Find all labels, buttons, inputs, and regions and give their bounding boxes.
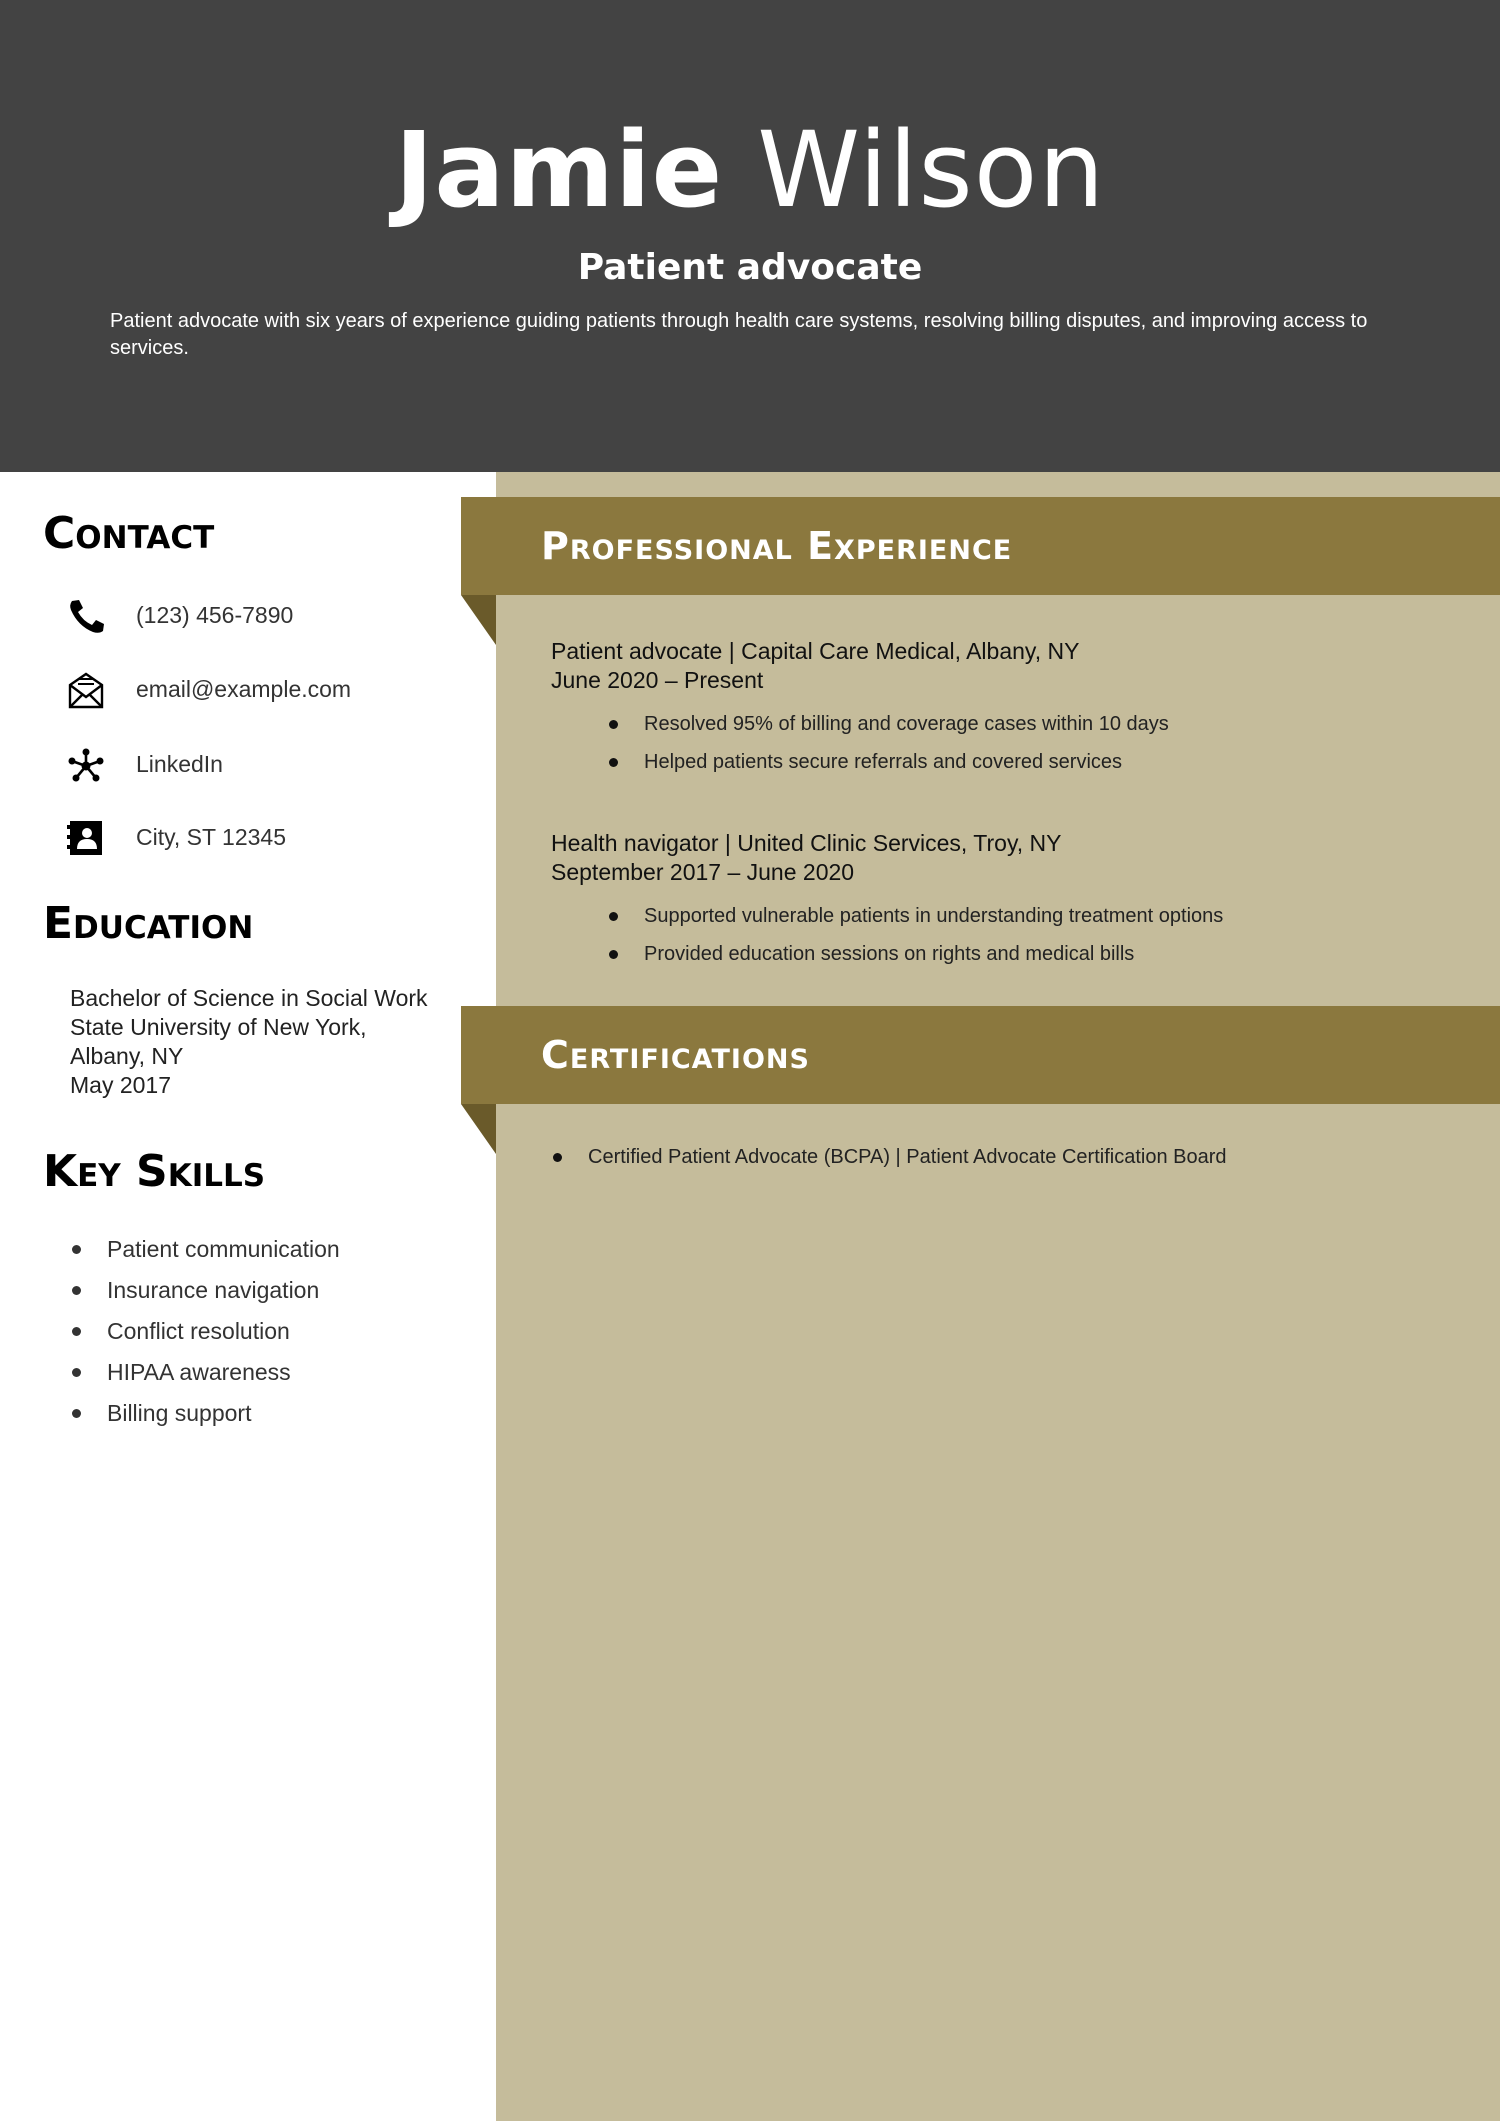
resume-header [0,0,1500,472]
phone-text: (123) 456-7890 [136,602,294,628]
experience-band-fold [461,595,496,645]
skill-item: Conflict resolution [70,1311,470,1352]
job-bullet: Provided education sessions on rights and medical bills [644,935,1451,973]
job-entry-2 [551,829,1451,973]
education-date: May 2017 [70,1072,172,1098]
certification-item: Certified Patient Advocate (BCPA) | Patient Advocate Certification Board [551,1138,1451,1176]
skills-list [70,1229,470,1434]
candidate-name [0,105,1500,235]
job-title-line: Patient advocate | Capital Care Medical, Albany, NY [551,638,1080,664]
experience-heading: Professional Experience [541,524,1013,568]
job-bullet: Supported vulnerable patients in understanding treatment options [644,897,1451,935]
first-name: Jamie [394,109,724,231]
job-title-line: Health navigator | United Clinic Services, Troy, NY [551,830,1062,856]
experience-band [461,497,1500,595]
envelope-icon [66,671,106,709]
education-heading: Education [43,898,254,949]
phone-icon [66,597,106,635]
education-school: State University of New York, [70,1014,367,1040]
contact-address [66,815,466,859]
contact-email [66,667,466,711]
contact-card-icon [66,819,106,857]
education-degree: Bachelor of Science in Social Work [70,985,428,1011]
address-text: City, ST 12345 [136,824,287,850]
skill-item: HIPAA awareness [70,1352,470,1393]
job-bullet: Resolved 95% of billing and coverage cases within 10 days [644,705,1451,743]
skills-heading: Key Skills [43,1146,266,1197]
education-block [70,984,480,1100]
job-dates: June 2020 – Present [551,667,764,693]
skill-item: Insurance navigation [70,1270,470,1311]
job-entry-1 [551,637,1451,781]
linkedin-text: LinkedIn [136,751,223,777]
job-bullets [551,705,1451,781]
job-dates: September 2017 – June 2020 [551,859,855,885]
education-location: Albany, NY [70,1043,184,1069]
network-icon [66,746,106,784]
certifications-heading: Certifications [541,1033,810,1077]
email-text: email@example.com [136,676,352,702]
job-bullet: Helped patients secure referrals and covered services [644,743,1451,781]
job-bullets [551,897,1451,973]
contact-phone [66,593,466,637]
certifications-band-fold [461,1104,496,1154]
skill-item: Billing support [70,1393,470,1434]
certifications-list [551,1138,1451,1176]
certifications-band [461,1006,1500,1104]
job-title: Patient advocate [577,247,923,288]
skill-item: Patient communication [70,1229,470,1270]
last-name: Wilson [757,109,1106,231]
summary: Patient advocate with six years of experience guiding patients through health care systems, resolving billing disputes, and improving access to services. [110,310,1368,359]
contact-linkedin [66,742,466,786]
contact-heading: Contact [43,508,215,559]
